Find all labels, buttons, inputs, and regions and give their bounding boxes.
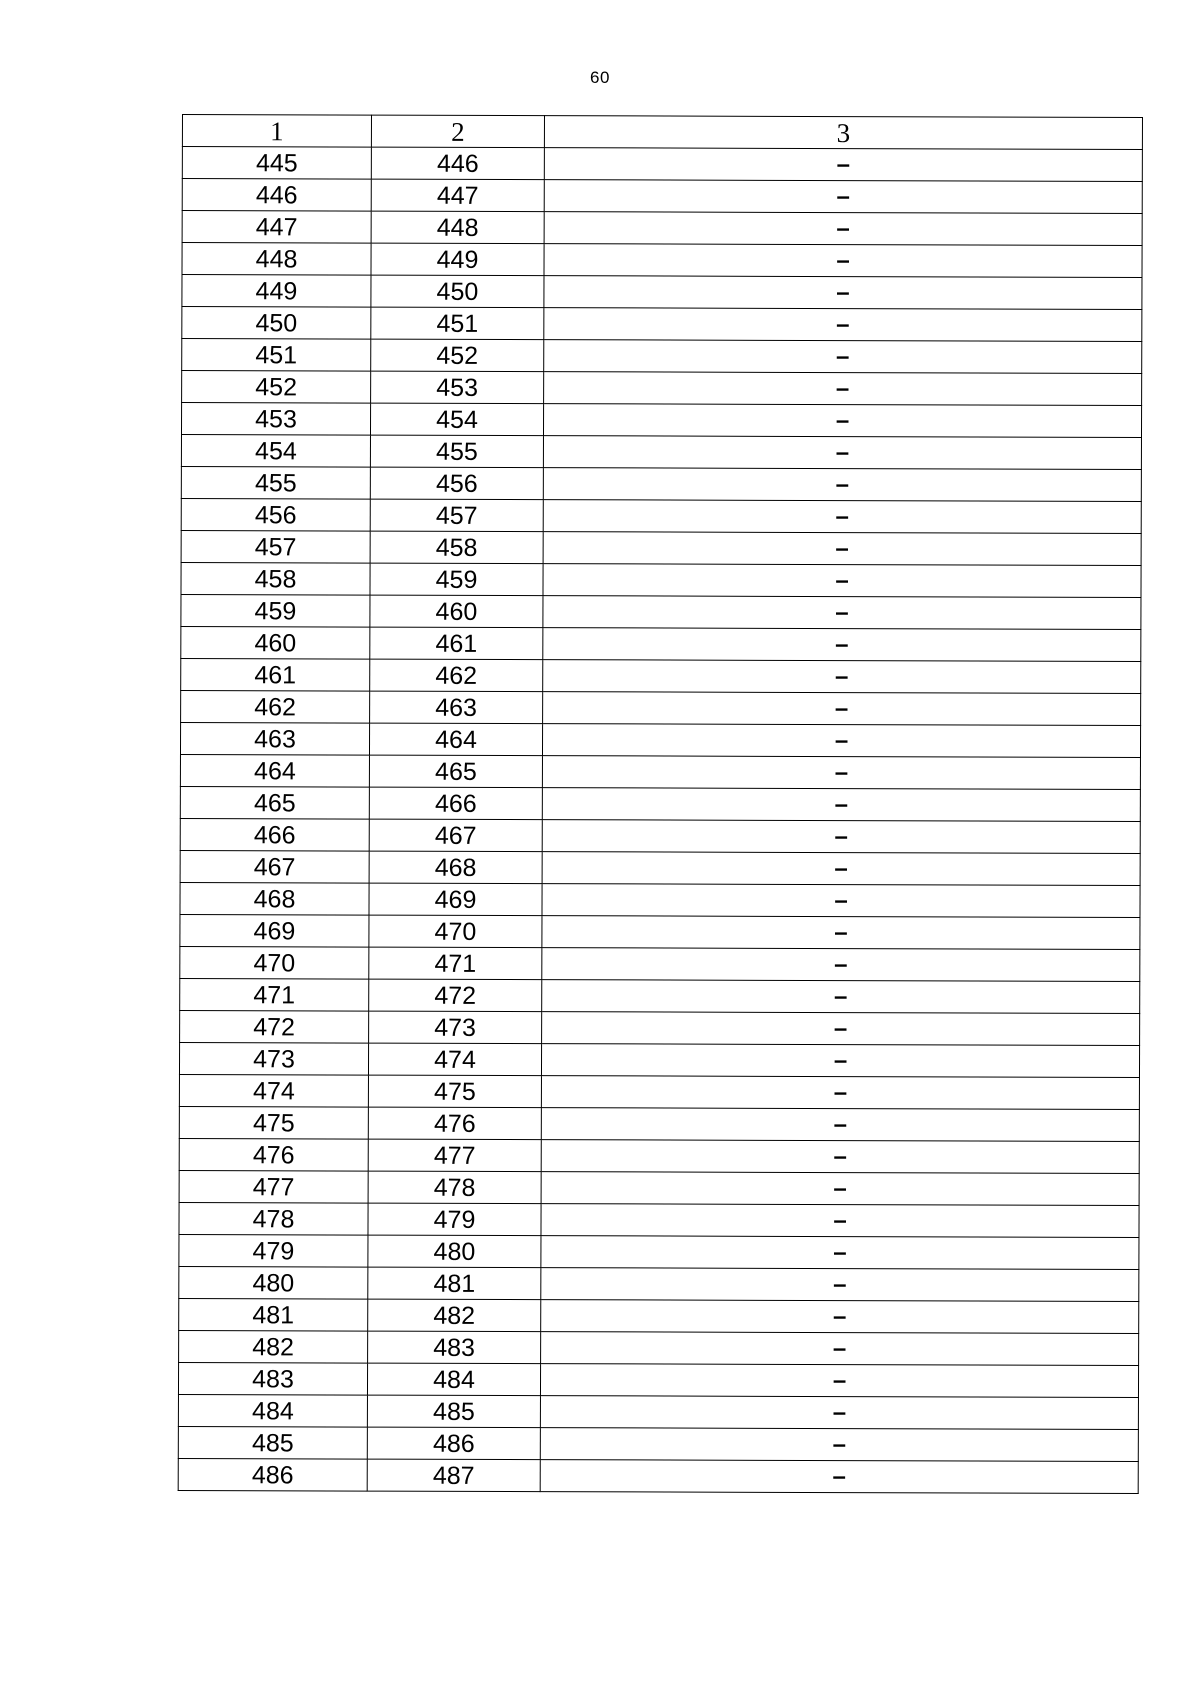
dash-mark: – <box>833 1271 847 1299</box>
cell-col-3 <box>541 1300 1139 1334</box>
table-row <box>178 1362 1138 1397</box>
cell-col-2: 451 <box>371 307 544 340</box>
cell-col-1: 465 <box>180 786 369 819</box>
table-row <box>179 1234 1139 1269</box>
dash-mark: – <box>834 919 848 947</box>
cell-col-2: 470 <box>369 915 542 948</box>
dash-mark: – <box>834 951 848 979</box>
dash-mark: – <box>833 1143 847 1171</box>
table-row <box>180 722 1140 757</box>
dash-mark: – <box>835 535 849 563</box>
cell-col-2: 456 <box>370 467 543 500</box>
cell-col-3 <box>540 1396 1138 1430</box>
cell-col-1: 480 <box>179 1266 368 1299</box>
cell-col-1: 485 <box>178 1426 367 1459</box>
table-row <box>179 1266 1139 1301</box>
dash-mark: – <box>832 1303 847 1331</box>
table-row <box>180 978 1140 1013</box>
cell-col-3 <box>542 884 1140 918</box>
cell-col-2: 478 <box>368 1171 541 1204</box>
table-row <box>181 658 1141 693</box>
table-row <box>178 1426 1138 1461</box>
dash-mark: – <box>835 631 849 659</box>
cell-col-2: 479 <box>368 1203 541 1236</box>
cell-col-1: 486 <box>178 1458 367 1491</box>
dash-mark: – <box>836 215 850 243</box>
cell-col-1: 466 <box>180 818 369 851</box>
dash-mark: – <box>834 983 848 1011</box>
dash-mark: – <box>834 855 848 883</box>
cell-col-2: 468 <box>369 851 542 884</box>
table-row <box>180 754 1140 789</box>
table-row <box>182 307 1142 342</box>
cell-col-3 <box>541 1172 1139 1206</box>
cell-col-1: 457 <box>181 530 370 563</box>
cell-col-3 <box>541 1332 1139 1366</box>
dash-mark: – <box>832 1431 847 1459</box>
cell-col-3 <box>543 436 1141 470</box>
table-row <box>179 1138 1139 1173</box>
cell-col-3 <box>543 628 1141 662</box>
cell-col-1: 461 <box>181 658 370 691</box>
dash-mark: – <box>835 663 849 691</box>
cell-col-2: 460 <box>370 595 543 628</box>
table-row <box>181 435 1141 470</box>
dash-mark: – <box>832 1399 847 1427</box>
table-row <box>179 1074 1139 1109</box>
cell-col-2: 483 <box>368 1331 541 1364</box>
cell-col-3 <box>541 1268 1139 1302</box>
cell-col-3 <box>542 756 1140 790</box>
cell-col-1: 484 <box>178 1394 367 1427</box>
cell-col-1: 477 <box>179 1170 368 1203</box>
cell-col-1: 481 <box>179 1298 368 1331</box>
table-row <box>178 1394 1138 1429</box>
dash-mark: – <box>834 727 849 755</box>
cell-col-2: 454 <box>370 403 543 436</box>
cell-col-2: 452 <box>371 339 544 372</box>
dash-mark: – <box>833 1079 848 1107</box>
table-row <box>181 626 1141 661</box>
cell-col-3 <box>542 820 1140 854</box>
cell-col-1: 476 <box>179 1138 368 1171</box>
cell-col-3 <box>542 852 1140 886</box>
cell-col-3 <box>543 532 1141 566</box>
dash-mark: – <box>834 759 849 787</box>
table-row <box>178 1458 1138 1493</box>
cell-col-1: 473 <box>179 1042 368 1075</box>
table-row <box>182 211 1142 246</box>
column-header-1: 1 <box>182 115 371 148</box>
cell-col-2: 480 <box>368 1235 541 1268</box>
table-row <box>182 243 1142 278</box>
table-row <box>181 498 1141 533</box>
cell-col-2: 461 <box>370 627 543 660</box>
cell-col-1: 468 <box>180 882 369 915</box>
cell-col-3 <box>541 1108 1139 1142</box>
cell-col-3 <box>543 660 1141 694</box>
dash-mark: – <box>835 375 850 403</box>
cell-col-2: 473 <box>369 1011 542 1044</box>
dash-mark: – <box>834 695 849 723</box>
cell-col-1: 482 <box>179 1330 368 1363</box>
dash-mark: – <box>835 503 849 531</box>
table-header-row <box>182 115 1142 150</box>
dash-mark: – <box>833 1015 848 1043</box>
cell-col-1: 475 <box>179 1106 368 1139</box>
cell-col-3 <box>544 180 1142 214</box>
cell-col-1: 448 <box>182 243 371 276</box>
dash-mark: – <box>835 567 849 595</box>
dash-mark: – <box>835 471 850 499</box>
table-row <box>180 1010 1140 1045</box>
cell-col-2: 463 <box>370 691 543 724</box>
cell-col-2: 457 <box>370 499 543 532</box>
dash-mark: – <box>836 247 850 275</box>
table-row <box>182 147 1142 182</box>
table-row <box>180 946 1140 981</box>
cell-col-1: 472 <box>180 1010 369 1043</box>
cell-col-2: 482 <box>368 1299 541 1332</box>
cell-col-1: 446 <box>182 179 371 212</box>
cell-col-3 <box>544 212 1142 246</box>
table-row <box>181 403 1141 438</box>
cell-col-1: 462 <box>181 690 370 723</box>
cell-col-3 <box>544 244 1142 278</box>
table-row <box>180 818 1140 853</box>
cell-col-3 <box>540 1428 1138 1462</box>
cell-col-1: 458 <box>181 562 370 595</box>
cell-col-3 <box>543 596 1141 630</box>
cell-col-2: 465 <box>369 755 542 788</box>
cell-col-2: 458 <box>370 531 543 564</box>
table-row <box>179 1202 1139 1237</box>
cell-col-3 <box>541 1204 1139 1238</box>
cell-col-3 <box>543 564 1141 598</box>
cell-col-2: 448 <box>371 211 544 244</box>
cell-col-3 <box>544 372 1142 406</box>
dash-mark: – <box>834 823 848 851</box>
cell-col-2: 467 <box>369 819 542 852</box>
table-row <box>180 914 1140 949</box>
cell-col-2: 464 <box>369 723 542 756</box>
cell-col-2: 455 <box>370 435 543 468</box>
table-row <box>179 1330 1139 1365</box>
table-row <box>180 786 1140 821</box>
table-row <box>181 530 1141 565</box>
cell-col-2: 449 <box>371 243 544 276</box>
dash-mark: – <box>835 439 850 467</box>
cell-col-2: 474 <box>368 1043 541 1076</box>
cell-col-1: 483 <box>178 1362 367 1395</box>
cell-col-3 <box>543 692 1141 726</box>
cell-col-1: 451 <box>182 339 371 372</box>
cell-col-3 <box>542 980 1140 1014</box>
table-row <box>179 1106 1139 1141</box>
cell-col-2: 459 <box>370 563 543 596</box>
cell-col-1: 471 <box>180 978 369 1011</box>
cell-col-3 <box>540 1364 1138 1398</box>
dash-mark: – <box>834 887 848 915</box>
cell-col-1: 463 <box>180 722 369 755</box>
cell-col-2: 447 <box>371 179 544 212</box>
cell-col-3 <box>542 788 1140 822</box>
cell-col-2: 466 <box>369 787 542 820</box>
cell-col-2: 477 <box>368 1139 541 1172</box>
dash-mark: – <box>833 1175 847 1203</box>
cell-col-2: 446 <box>371 147 544 180</box>
cell-col-3 <box>540 1460 1138 1494</box>
dash-mark: – <box>835 407 850 435</box>
dash-mark: – <box>832 1335 847 1363</box>
cell-col-1: 456 <box>181 498 370 531</box>
cell-col-2: 487 <box>367 1459 540 1492</box>
table-row <box>179 1042 1139 1077</box>
table-row <box>182 179 1142 214</box>
cell-col-2: 485 <box>367 1395 540 1428</box>
dash-mark: – <box>835 599 849 627</box>
table-row <box>179 1170 1139 1205</box>
dash-mark: – <box>833 1047 848 1075</box>
table-row <box>182 275 1142 310</box>
cell-col-3 <box>544 148 1142 182</box>
cell-col-3 <box>542 724 1140 758</box>
table-row <box>181 594 1141 629</box>
table-row <box>180 850 1140 885</box>
table-row <box>182 339 1142 374</box>
cell-col-1: 464 <box>180 754 369 787</box>
cell-col-3 <box>543 404 1141 438</box>
cell-col-2: 486 <box>367 1427 540 1460</box>
cell-col-2: 484 <box>367 1363 540 1396</box>
table-row <box>180 882 1140 917</box>
table-row <box>182 371 1142 406</box>
cell-col-3 <box>543 500 1141 534</box>
dash-mark: – <box>833 1239 847 1267</box>
cell-col-1: 459 <box>181 594 370 627</box>
cell-col-2: 472 <box>369 979 542 1012</box>
cell-col-1: 467 <box>180 850 369 883</box>
cell-col-1: 460 <box>181 626 370 659</box>
cell-col-2: 481 <box>368 1267 541 1300</box>
cell-col-1: 479 <box>179 1234 368 1267</box>
cell-col-1: 450 <box>182 307 371 340</box>
table-row <box>179 1298 1139 1333</box>
dash-mark: – <box>836 343 850 371</box>
cell-col-1: 455 <box>181 466 370 499</box>
dash-mark: – <box>836 183 850 211</box>
cell-col-3 <box>541 1076 1139 1110</box>
cell-col-3 <box>544 276 1142 310</box>
table-body <box>178 115 1142 1494</box>
dash-mark: – <box>836 279 850 307</box>
cell-col-3 <box>544 340 1142 374</box>
dash-mark: – <box>836 151 851 179</box>
cell-col-3 <box>542 1012 1140 1046</box>
cell-col-1: 447 <box>182 211 371 244</box>
cell-col-2: 462 <box>370 659 543 692</box>
cell-col-1: 478 <box>179 1202 368 1235</box>
table-row <box>181 466 1141 501</box>
column-header-2: 2 <box>371 115 544 148</box>
page-number: 60 <box>590 68 610 87</box>
cell-col-2: 471 <box>369 947 542 980</box>
cell-col-1: 454 <box>181 435 370 468</box>
table-row <box>181 690 1141 725</box>
dash-mark: – <box>833 1207 847 1235</box>
cell-col-2: 469 <box>369 883 542 916</box>
cell-col-3 <box>541 1236 1139 1270</box>
cell-col-3 <box>544 308 1142 342</box>
cell-col-1: 449 <box>182 275 371 308</box>
table-row <box>181 562 1141 597</box>
cell-col-1: 469 <box>180 914 369 947</box>
cell-col-3 <box>543 468 1141 502</box>
cell-col-3 <box>541 1044 1139 1078</box>
data-table <box>178 114 1143 1494</box>
dash-mark: – <box>836 311 850 339</box>
cell-col-1: 474 <box>179 1074 368 1107</box>
cell-col-1: 470 <box>180 946 369 979</box>
dash-mark: – <box>832 1367 847 1395</box>
cell-col-3 <box>542 916 1140 950</box>
cell-col-2: 476 <box>368 1107 541 1140</box>
cell-col-3 <box>541 1140 1139 1174</box>
dash-mark: – <box>832 1463 846 1491</box>
cell-col-3 <box>542 948 1140 982</box>
column-header-3: 3 <box>544 116 1142 150</box>
cell-col-2: 450 <box>371 275 544 308</box>
cell-col-1: 452 <box>182 371 371 404</box>
dash-mark: – <box>833 1111 848 1139</box>
cell-col-1: 453 <box>181 403 370 436</box>
dash-mark: – <box>834 791 849 819</box>
cell-col-2: 453 <box>371 371 544 404</box>
cell-col-1: 445 <box>182 147 371 180</box>
cell-col-2: 475 <box>368 1075 541 1108</box>
